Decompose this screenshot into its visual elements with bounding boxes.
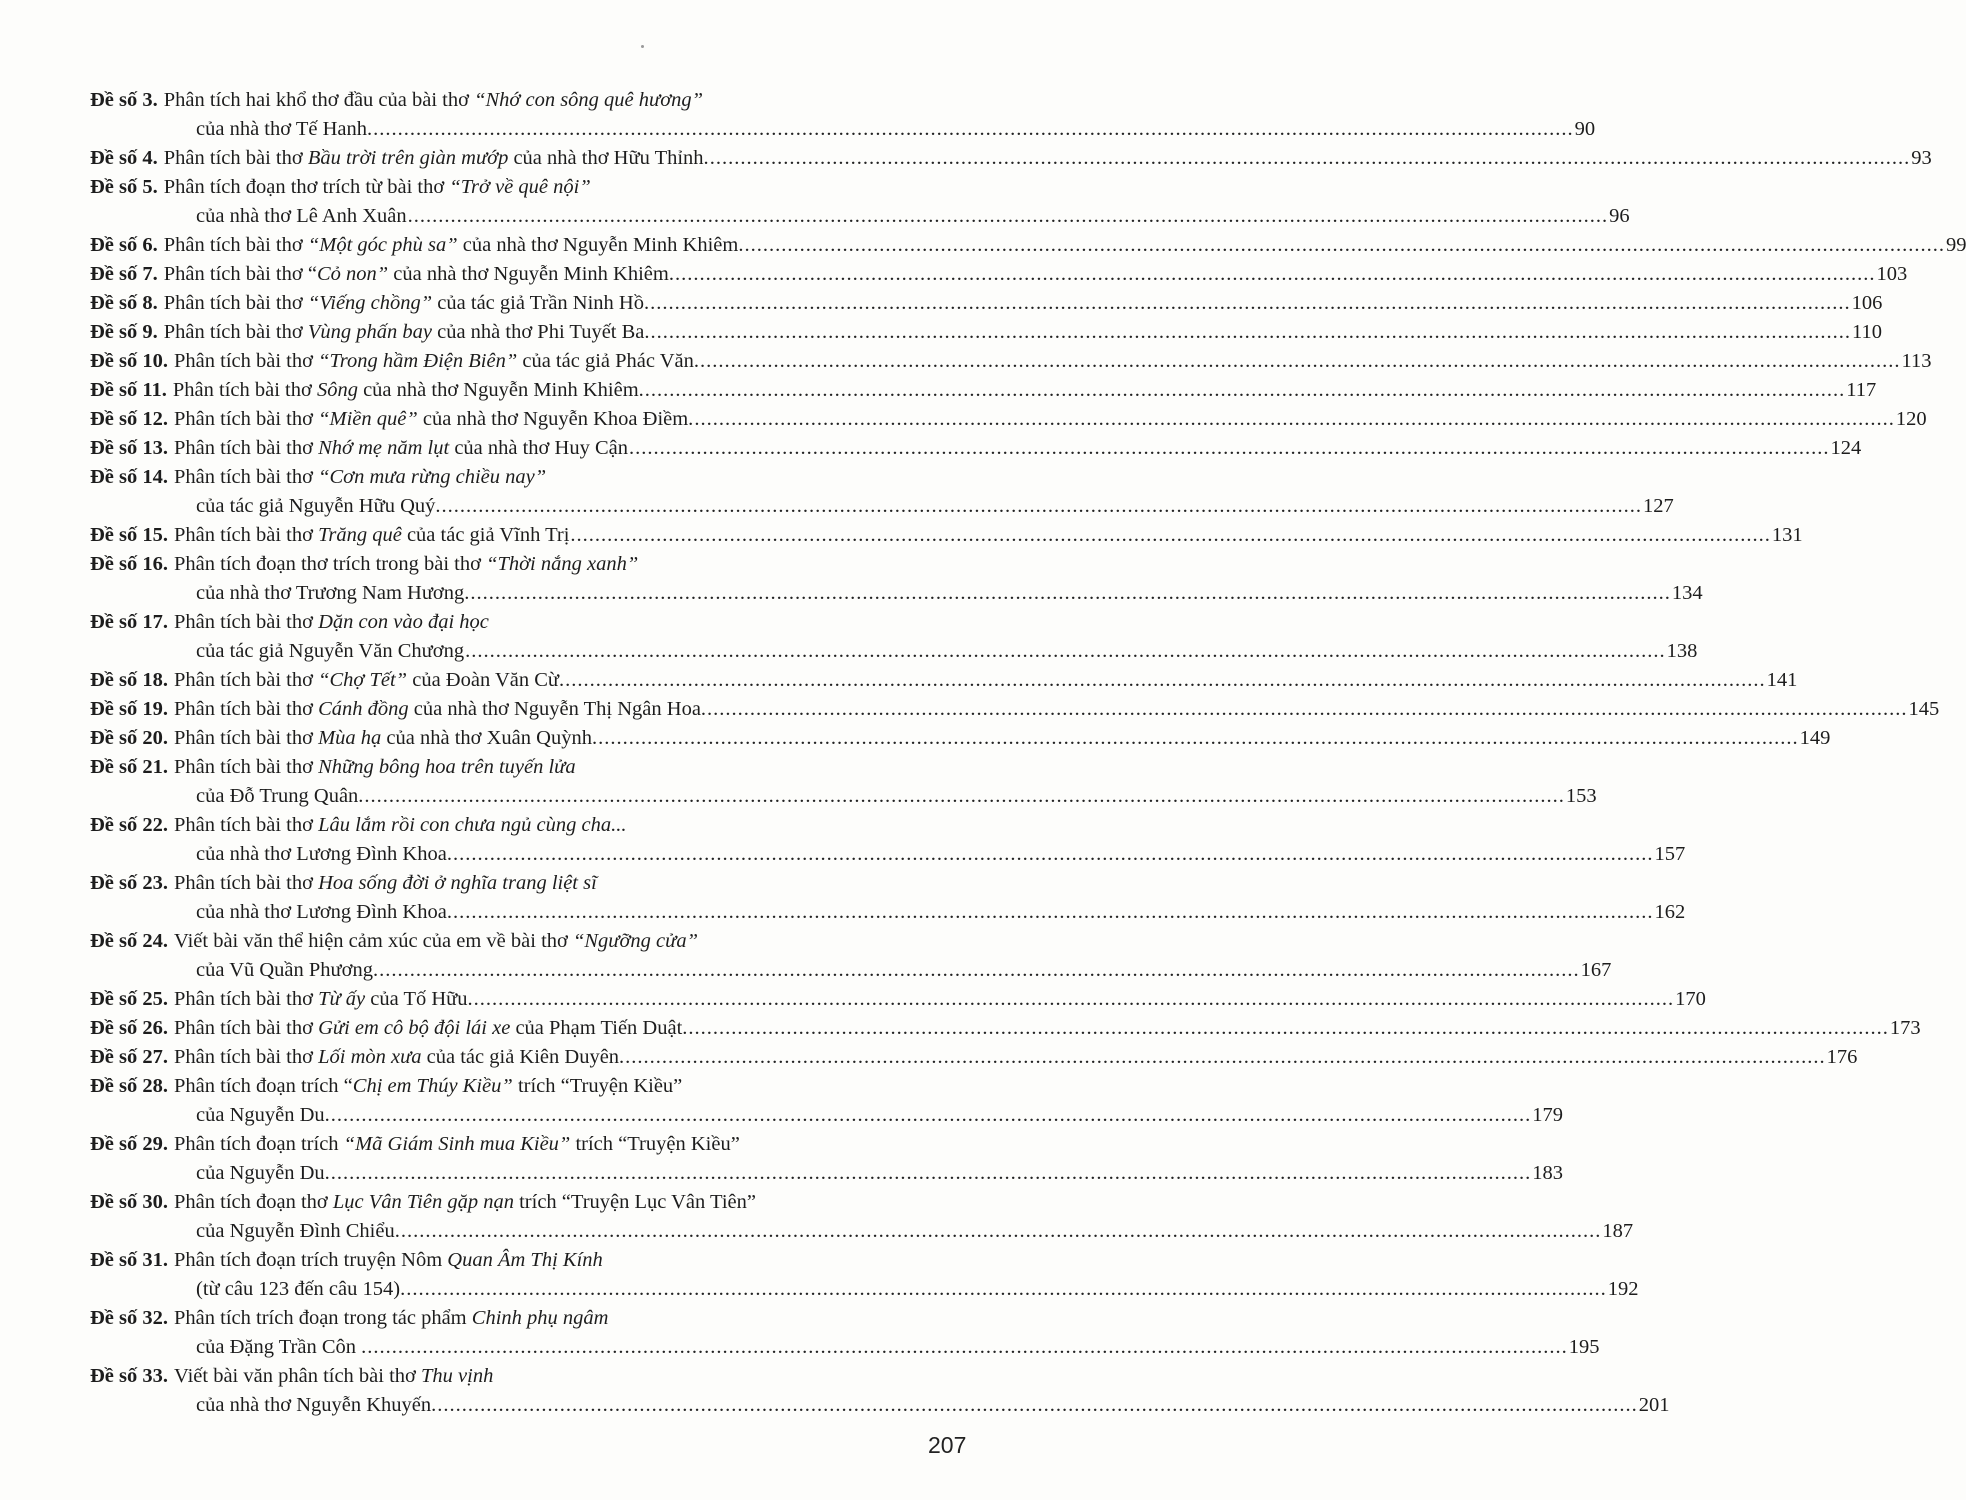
toc-entry[interactable] <box>90 463 965 492</box>
toc-entry[interactable] <box>90 521 1803 550</box>
entry-title-italic: Quan Âm Thị Kính <box>447 1249 603 1271</box>
entry-title-italic: Cỏ non” <box>316 263 389 285</box>
entry-label: Đề số 29. <box>90 1133 169 1155</box>
entry-title-text: của nhà thơ Huy Cận <box>449 437 628 459</box>
entry-page-number: 134 <box>1671 582 1703 604</box>
entry-label: Đề số 16. <box>90 553 169 575</box>
entry-title <box>174 1130 740 1159</box>
entry-title <box>174 1362 493 1391</box>
toc-entry[interactable] <box>90 289 1883 318</box>
entry-title-text: Phân tích bài thơ “ <box>163 263 317 285</box>
entry-author: của nhà thơ Lương Đình Khoa. <box>196 901 452 923</box>
entry-page-number: 106 <box>1851 292 1883 314</box>
dot-leader <box>401 1217 1602 1246</box>
dot-leader <box>437 1391 1638 1420</box>
entry-title-italic: “Mã Giám Sinh mua Kiều” <box>343 1133 571 1155</box>
entry-label: Đề số 33. <box>90 1365 169 1387</box>
toc-entry-continuation[interactable] <box>90 492 1674 521</box>
dot-leader <box>700 347 1901 376</box>
entry-label: Đề số 7. <box>90 263 158 285</box>
toc-entry[interactable] <box>90 985 1706 1014</box>
entry-title-text: của Tố Hữu. <box>365 988 473 1010</box>
entry-page-number: 99 <box>1945 234 1966 256</box>
entry-label: Đề số 3. <box>90 89 158 111</box>
entry-title <box>173 376 644 405</box>
entry-title <box>174 1246 603 1275</box>
entry-title <box>174 550 638 579</box>
entry-title <box>164 318 650 347</box>
entry-label: Đề số 25. <box>90 988 169 1010</box>
entry-title-italic: Dặn con vào đại học <box>318 611 489 633</box>
dot-leader <box>744 231 1945 260</box>
entry-page-number: 149 <box>1799 727 1831 749</box>
entry-author: của Vũ Quần Phương. <box>196 959 379 981</box>
entry-label: Đề số 28. <box>90 1075 169 1097</box>
entry-title-text: Phân tích bài thơ <box>174 350 319 372</box>
entry-title <box>174 1304 608 1333</box>
entry-title-italic: Sông <box>316 379 358 401</box>
entry-label: Đề số 30. <box>90 1191 169 1213</box>
entry-page-number: 201 <box>1638 1394 1670 1416</box>
entry-title-text: Viết bài văn phân tích bài thơ <box>174 1365 422 1387</box>
toc-entry-continuation[interactable] <box>90 898 1686 927</box>
dot-leader <box>331 1159 1532 1188</box>
toc-entry[interactable] <box>90 869 965 898</box>
dot-leader <box>379 956 1580 985</box>
entry-page-number: 131 <box>1771 524 1803 546</box>
entry-author: (từ câu 123 đến câu 154). <box>196 1278 406 1300</box>
entry-title-text: của nhà thơ Xuân Quỳnh. <box>381 727 598 749</box>
toc-entry[interactable] <box>90 347 1932 376</box>
entry-title-text: Phân tích bài thơ <box>174 466 319 488</box>
entry-author: của nhà thơ Trương Nam Hương. <box>196 582 470 604</box>
toc-entry-continuation[interactable] <box>90 115 1596 144</box>
entry-title-text: Phân tích bài thơ <box>174 698 319 720</box>
entry-label: Đề số 23. <box>90 872 169 894</box>
entry-title-italic: “Viếng chồng” <box>307 292 433 314</box>
toc-entry-continuation[interactable] <box>90 1275 1639 1304</box>
entry-title-italic: “Ngưỡng cửa” <box>572 930 698 952</box>
dot-leader <box>453 840 1654 869</box>
entry-title-text: của Phạm Tiến Duật. <box>510 1017 688 1039</box>
entry-page-number: 176 <box>1826 1046 1858 1068</box>
dot-leader <box>367 1333 1568 1362</box>
entry-title-text: Phân tích bài thơ <box>163 292 308 314</box>
entry-title <box>174 811 626 840</box>
entry-author: của nhà thơ Tế Hanh. <box>196 118 373 140</box>
entry-label: Đề số 17. <box>90 611 169 633</box>
entry-label: Đề số 12. <box>90 408 169 430</box>
dot-leader <box>331 1101 1532 1130</box>
entry-title-text: Phân tích bài thơ <box>174 611 319 633</box>
entry-title-italic: Lục Vân Tiên gặp nạn <box>332 1191 514 1213</box>
entry-title-italic: Cánh đồng <box>318 698 409 720</box>
entry-title-italic: “Miền quê” <box>318 408 418 430</box>
entry-title-text: của nhà thơ Nguyễn Khoa Điềm. <box>417 408 694 430</box>
entry-title <box>174 521 569 550</box>
entry-page-number: 138 <box>1666 640 1698 662</box>
toc-entry[interactable] <box>90 666 1798 695</box>
toc-entry-continuation[interactable] <box>90 1101 1564 1130</box>
entry-title-italic: Thu vịnh <box>421 1365 494 1387</box>
toc-entry[interactable] <box>90 811 965 840</box>
dot-leader <box>408 202 1609 231</box>
entry-title <box>164 260 674 289</box>
dot-leader <box>710 144 1911 173</box>
entry-title-text: Phân tích bài thơ <box>174 1017 319 1039</box>
entry-title-text: Phân tích hai khổ thơ đầu của bài thơ <box>163 89 475 111</box>
entry-title-text: Phân tích bài thơ <box>174 727 319 749</box>
entry-page-number: 153 <box>1565 785 1597 807</box>
entry-title-italic: “Một góc phù sa” <box>307 234 458 256</box>
entry-title <box>174 1188 756 1217</box>
entry-title-italic: “Cơn mưa rừng chiều nay” <box>318 466 547 488</box>
entry-label: Đề số 20. <box>90 727 169 749</box>
entry-author: của Đỗ Trung Quân. <box>196 785 364 807</box>
entry-title <box>174 927 698 956</box>
toc-entry[interactable] <box>90 434 1862 463</box>
entry-title-text: trích “Truyện Kiều” <box>512 1075 683 1097</box>
entry-title-text: Phân tích bài thơ <box>174 814 319 836</box>
entry-title <box>174 1072 682 1101</box>
entry-title <box>174 724 597 753</box>
dot-leader <box>651 318 1852 347</box>
entry-title-text: của nhà thơ Hữu Thỉnh. <box>508 147 709 169</box>
entry-label: Đề số 21. <box>90 756 169 778</box>
entry-title-italic: Lâu lắm rồi con chưa ngủ cùng cha... <box>318 814 627 836</box>
entry-title-text: Phân tích bài thơ <box>174 872 319 894</box>
entry-title-text: của tác giả Kiên Duyên. <box>421 1046 625 1068</box>
entry-page-number: 162 <box>1654 901 1686 923</box>
entry-title-italic: Chinh phụ ngâm <box>471 1307 609 1329</box>
toc-entry-continuation[interactable] <box>90 956 1612 985</box>
dot-leader <box>453 898 1654 927</box>
entry-author: của Nguyễn Du. <box>196 1104 330 1126</box>
entry-title-italic: “Thời nắng xanh” <box>486 553 639 575</box>
toc-entry[interactable] <box>90 1246 965 1275</box>
toc-entry[interactable] <box>90 144 1932 173</box>
dot-leader <box>629 434 1830 463</box>
dot-leader <box>373 115 1574 144</box>
entry-author: của tác giả Nguyễn Văn Chương <box>196 640 465 662</box>
entry-label: Đề số 4. <box>90 147 158 169</box>
toc-entry[interactable] <box>90 1014 1921 1043</box>
toc-entry-continuation[interactable] <box>90 782 1597 811</box>
toc-entry[interactable] <box>90 1304 965 1333</box>
entry-title-italic: “Nhớ con sông quê hương” <box>474 89 704 111</box>
page-number: 207 <box>928 1432 967 1458</box>
entry-title-italic: Hoa sống đời ở nghĩa trang liệt sĩ <box>318 872 597 894</box>
entry-title-italic: “Trong hầm Điện Biên” <box>318 350 518 372</box>
entry-title <box>164 86 703 115</box>
toc-entry[interactable] <box>90 927 965 956</box>
entry-title-text: Phân tích bài thơ <box>174 669 319 691</box>
entry-page-number: 117 <box>1846 379 1877 401</box>
entry-page-number: 183 <box>1532 1162 1564 1184</box>
entry-title-italic: Những bông hoa trên tuyến lửa <box>318 756 576 778</box>
entry-title-italic: Nhớ mẹ năm lụt <box>318 437 450 459</box>
entry-title <box>174 666 564 695</box>
entry-title <box>174 608 489 637</box>
entry-title-text: Phân tích trích đoạn trong tác phẩm <box>174 1307 472 1329</box>
entry-title-text: của nhà thơ Phi Tuyết Ba. <box>431 321 650 343</box>
scan-mark <box>641 45 644 48</box>
entry-title <box>174 434 628 463</box>
toc-entry-continuation[interactable] <box>90 579 1703 608</box>
entry-title-text: Phân tích bài thơ <box>174 437 319 459</box>
dot-leader <box>625 1043 1826 1072</box>
entry-page-number: 192 <box>1607 1278 1639 1300</box>
entry-title-text: Phân tích đoạn trích <box>174 1133 344 1155</box>
entry-label: Đề số 22. <box>90 814 169 836</box>
entry-label: Đề số 9. <box>90 321 158 343</box>
dot-leader <box>694 405 1895 434</box>
entry-page-number: 93 <box>1911 147 1932 169</box>
dot-leader <box>650 289 1851 318</box>
entry-page-number: 96 <box>1609 205 1630 227</box>
entry-page-number: 110 <box>1852 321 1883 343</box>
entry-title-text: Phân tích bài thơ <box>174 756 319 778</box>
dot-leader <box>688 1014 1889 1043</box>
entry-title-text: Phân tích bài thơ <box>163 234 308 256</box>
entry-title <box>174 1043 624 1072</box>
entry-title-text: của nhà thơ Nguyễn Minh Khiêm. <box>357 379 644 401</box>
dot-leader <box>364 782 1565 811</box>
entry-page-number: 195 <box>1568 1336 1600 1358</box>
entry-title-text: Phân tích bài thơ <box>174 524 319 546</box>
entry-title-text: Phân tích bài thơ <box>174 988 319 1010</box>
toc-entry[interactable] <box>90 173 965 202</box>
entry-page-number: 90 <box>1574 118 1596 140</box>
dot-leader <box>474 985 1675 1014</box>
toc-entry[interactable] <box>90 318 1883 347</box>
entry-page-number: 145 <box>1908 698 1940 720</box>
entry-title-italic: Từ ấy <box>318 988 366 1010</box>
entry-title-italic: Vùng phấn bay <box>307 321 432 343</box>
entry-title <box>164 289 649 318</box>
entry-title-italic: Trăng quê <box>318 524 402 546</box>
toc-entry[interactable] <box>90 260 1908 289</box>
entry-title <box>164 173 591 202</box>
toc-entry[interactable] <box>90 695 1940 724</box>
entry-title-text: Phân tích bài thơ <box>174 408 319 430</box>
entry-title-text: Phân tích đoạn thơ <box>174 1191 333 1213</box>
entry-author: của tác giả Nguyễn Hữu Quý. <box>196 495 441 517</box>
entry-page-number: 187 <box>1602 1220 1634 1242</box>
entry-title-text: của nhà thơ Nguyễn Thị Ngân Hoa. <box>408 698 707 720</box>
entry-label: Đề số 32. <box>90 1307 169 1329</box>
toc-entry[interactable] <box>90 1043 1858 1072</box>
entry-title <box>174 869 597 898</box>
toc-entry[interactable] <box>90 231 1966 260</box>
entry-title-text: của tác giả Trần Ninh Hồ. <box>432 292 650 314</box>
entry-title-italic: Mùa hạ <box>318 727 382 749</box>
toc-entry-continuation[interactable] <box>90 1391 1670 1420</box>
toc-entry[interactable] <box>90 86 965 115</box>
entry-title-text: Phân tích bài thơ <box>172 379 317 401</box>
toc-entry[interactable] <box>90 753 965 782</box>
dot-leader <box>406 1275 1607 1304</box>
entry-title-text: của tác giả Vĩnh Trị <box>401 524 570 546</box>
entry-title-text: Phân tích đoạn thơ trích trong bài thơ <box>174 553 487 575</box>
entry-title-italic: Gửi em cô bộ đội lái xe <box>318 1017 511 1039</box>
entry-title-text: Phân tích bài thơ <box>174 1046 319 1068</box>
dot-leader <box>645 376 1846 405</box>
entry-label: Đề số 8. <box>90 292 158 314</box>
entry-title <box>164 144 709 173</box>
entry-title-italic: Chị em Thúy Kiều” <box>352 1075 513 1097</box>
dot-leader <box>442 492 1643 521</box>
entry-author: của nhà thơ Lê Anh Xuân <box>196 205 407 227</box>
entry-page-number: 157 <box>1654 843 1686 865</box>
entry-author: của nhà thơ Lương Đình Khoa. <box>196 843 452 865</box>
toc-entry[interactable] <box>90 1362 965 1391</box>
dot-leader <box>707 695 1908 724</box>
entry-page-number: 113 <box>1901 350 1932 372</box>
entry-title <box>174 695 706 724</box>
entry-title-text: Phân tích đoạn trích truyện Nôm <box>174 1249 448 1271</box>
toc-entry[interactable] <box>90 405 1927 434</box>
dot-leader <box>570 521 1771 550</box>
dot-leader <box>465 637 1666 666</box>
dot-leader <box>565 666 1766 695</box>
dot-leader <box>675 260 1876 289</box>
toc-entry[interactable] <box>90 1072 965 1101</box>
entry-label: Đề số 13. <box>90 437 169 459</box>
entry-title-text: Phân tích đoạn thơ trích từ bài thơ <box>163 176 450 198</box>
entry-author: của Đặng Trần Côn . <box>196 1336 367 1358</box>
entry-title-text: của nhà thơ Nguyễn Minh Khiêm. <box>457 234 744 256</box>
entry-label: Đề số 31. <box>90 1249 169 1271</box>
entry-page-number: 179 <box>1532 1104 1564 1126</box>
toc-entry[interactable] <box>90 724 1831 753</box>
toc-entry[interactable] <box>90 1130 965 1159</box>
entry-title <box>174 405 693 434</box>
entry-title <box>174 463 546 492</box>
entry-author: của Nguyễn Du. <box>196 1162 330 1184</box>
entry-label: Đề số 6. <box>90 234 158 256</box>
entry-title-text: Viết bài văn thể hiện cảm xúc của em về bài thơ <box>174 930 573 952</box>
entry-label: Đề số 15. <box>90 524 169 546</box>
entry-page-number: 170 <box>1675 988 1706 1010</box>
entry-title-text: của Đoàn Văn Cừ. <box>407 669 565 691</box>
entry-title-italic: “Trở về quê nội” <box>449 176 591 198</box>
entry-title-text: trích “Truyện Kiều” <box>570 1133 740 1155</box>
toc-entry-continuation[interactable] <box>90 637 1698 666</box>
entry-page-number: 141 <box>1766 669 1798 691</box>
toc-entry-continuation[interactable] <box>90 1159 1564 1188</box>
entry-page-number: 173 <box>1889 1017 1921 1039</box>
entry-label: Đề số 18. <box>90 669 169 691</box>
toc-entry-continuation[interactable] <box>90 1333 1600 1362</box>
entry-label: Đề số 14. <box>90 466 169 488</box>
entry-author: của Nguyễn Đình Chiểu. <box>196 1220 400 1242</box>
entry-label: Đề số 19. <box>90 698 169 720</box>
entry-title <box>174 753 576 782</box>
entry-label: Đề số 24. <box>90 930 169 952</box>
entry-title <box>174 1014 687 1043</box>
toc-entry[interactable] <box>90 376 1877 405</box>
entry-page-number: 124 <box>1830 437 1862 459</box>
entry-label: Đề số 26. <box>90 1017 169 1039</box>
table-of-contents <box>90 86 1966 1420</box>
entry-label: Đề số 27. <box>90 1046 169 1068</box>
entry-title-italic: “Chợ Tết” <box>318 669 408 691</box>
toc-entry-continuation[interactable] <box>90 202 1630 231</box>
toc-entry[interactable] <box>90 608 965 637</box>
entry-label: Đề số 5. <box>90 176 158 198</box>
toc-entry-continuation[interactable] <box>90 840 1686 869</box>
entry-page-number: 127 <box>1643 495 1674 517</box>
entry-title-italic: Lối mòn xưa <box>318 1046 422 1068</box>
entry-title <box>174 347 699 376</box>
entry-title-text: của nhà thơ Nguyễn Minh Khiêm. <box>388 263 674 285</box>
toc-entry[interactable] <box>90 550 965 579</box>
entry-label: Đề số 10. <box>90 350 169 372</box>
entry-author: của nhà thơ Nguyễn Khuyến. <box>196 1394 437 1416</box>
entry-title <box>174 985 473 1014</box>
dot-leader <box>470 579 1671 608</box>
entry-label: Đề số 11. <box>90 379 167 401</box>
entry-title-text: Phân tích đoạn trích “ <box>174 1075 353 1097</box>
entry-title-text: trích “Truyện Lục Vân Tiên” <box>513 1191 756 1213</box>
entry-page-number: 103 <box>1876 263 1908 285</box>
entry-title <box>164 231 744 260</box>
entry-title-italic: Bầu trời trên giàn mướp <box>307 147 509 169</box>
entry-page-number: 167 <box>1580 959 1612 981</box>
entry-title-text: Phân tích bài thơ <box>163 147 308 169</box>
entry-title-text: của tác giả Phác Văn. <box>517 350 700 372</box>
toc-entry-continuation[interactable] <box>90 1217 1634 1246</box>
dot-leader <box>598 724 1799 753</box>
entry-title-text: Phân tích bài thơ <box>163 321 308 343</box>
toc-entry[interactable] <box>90 1188 965 1217</box>
entry-page-number: 120 <box>1895 408 1927 430</box>
